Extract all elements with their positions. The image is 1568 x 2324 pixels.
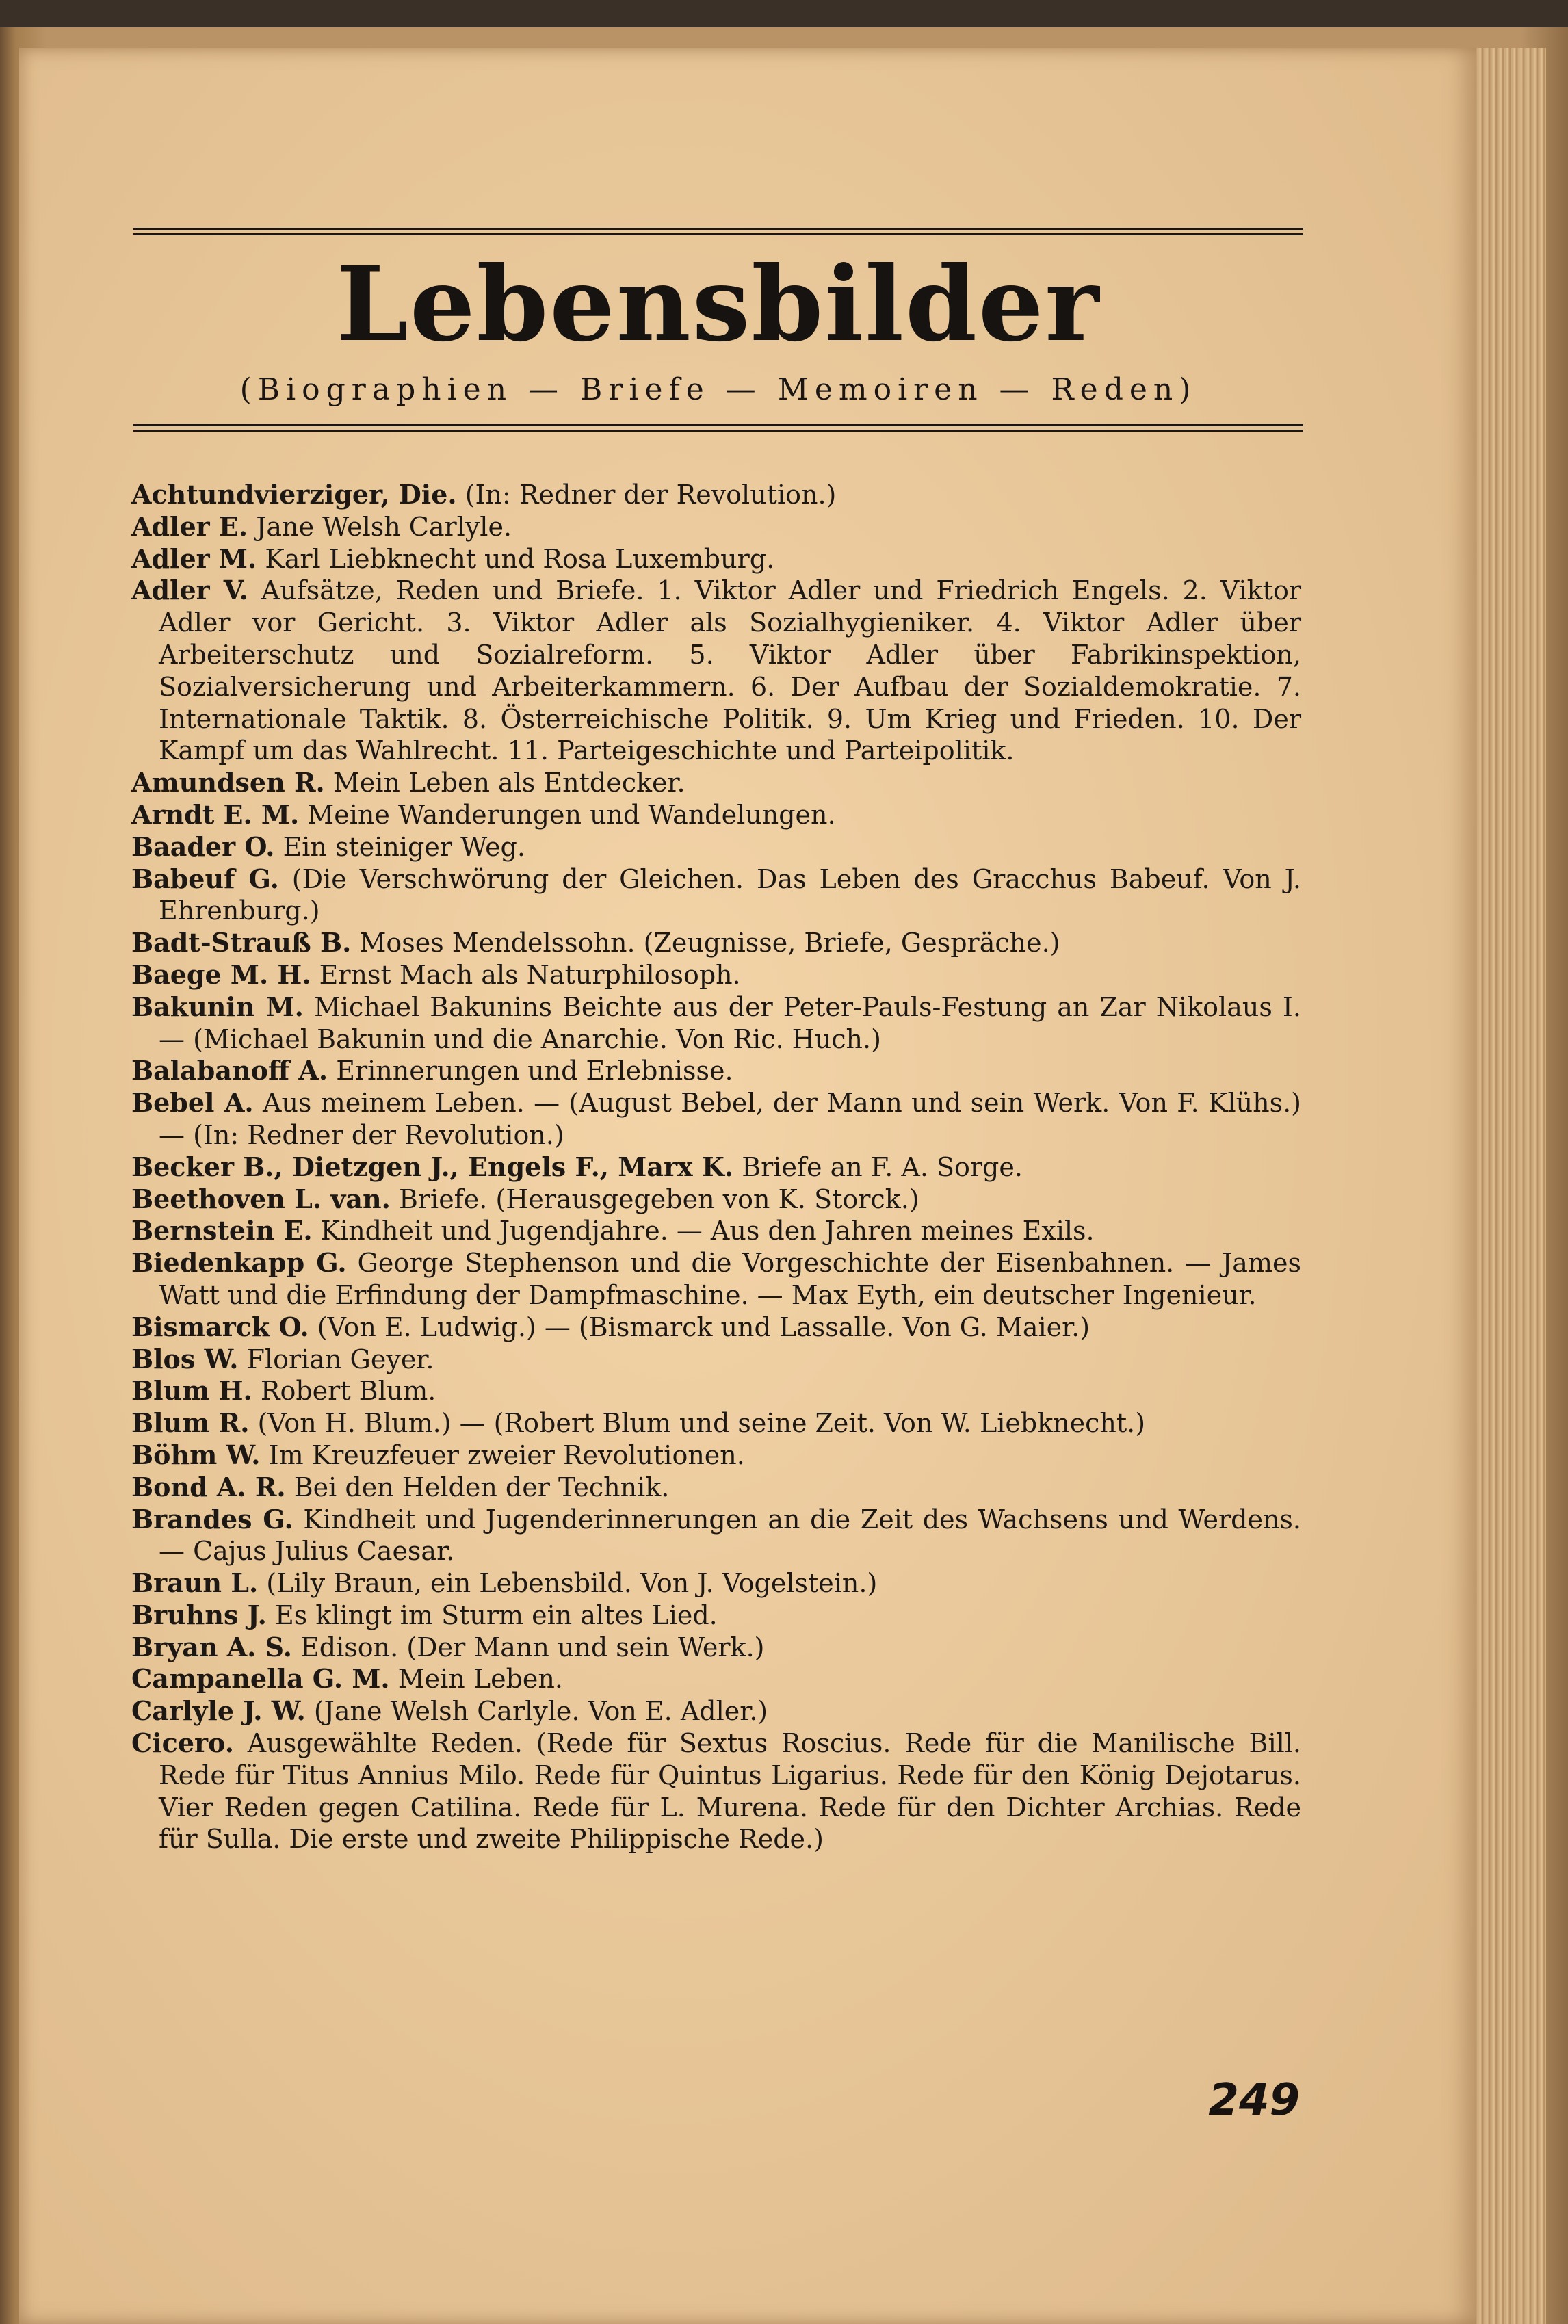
entry-text: Ausgewählte Reden. (Rede für Sextus Roscius. Rede für die Manilische Bill. Rede für Titus Annius Milo. Rede für Quintus Ligarius. Rede für den König Dejotarus. Vier Reden gegen Catilina. Rede für L. Murena. Rede für den Dichter Archias. Rede für Sulla. Die erste und zweite Philippische Rede.) xyxy=(159,1728,1301,1855)
entry-text: Aufsätze, Reden und Briefe. 1. Viktor Adler und Friedrich Engels. 2. Viktor Adler vor Gericht. 3. Viktor Adler als Sozialhygieniker. 4. Viktor Adler über Arbeiterschutz und Sozialreform. 5. Viktor Adler über Fabrikinspektion, Sozialversicherung und Arbeiterkammern. 6. Der Aufbau der Sozialdemokratie. 7. Internationale Taktik. 8. Österreichische Politik. 9. Um Krieg und Frieden. 10. Der Kampf um das Wahlrecht. 11. Parteigeschichte und Parteipolitik. xyxy=(159,575,1301,766)
entry-name: Braun L. xyxy=(131,1567,259,1599)
entry-name: Becker B., Dietzgen J., Engels F., Marx K. xyxy=(131,1151,734,1182)
entry-name: Blos W. xyxy=(131,1343,239,1374)
list-item xyxy=(131,863,1301,928)
page-stack-edge xyxy=(1471,48,1546,2324)
list-item xyxy=(131,1600,1301,1632)
list-item xyxy=(131,1247,1301,1311)
entry-text: Bei den Helden der Technik. xyxy=(293,1472,670,1502)
entry-name: Blum R. xyxy=(131,1407,250,1439)
entry-name: Bakunin M. xyxy=(131,991,304,1022)
list-item xyxy=(131,1567,1301,1600)
entry-text: Im Kreuzfeuer zweier Revolutionen. xyxy=(268,1439,745,1470)
list-item xyxy=(131,1504,1301,1568)
title-rule-top xyxy=(133,228,1303,235)
list-item xyxy=(131,1663,1301,1695)
entry-name: Achtundvierziger, Die. xyxy=(131,479,457,510)
entry-text: Kindheit und Jugendjahre. — Aus den Jahren meines Exils. xyxy=(320,1216,1095,1246)
entry-name: Cicero. xyxy=(131,1727,234,1759)
entry-text: Jane Welsh Carlyle. xyxy=(256,511,512,542)
list-item xyxy=(131,1695,1301,1727)
list-item xyxy=(131,1311,1301,1344)
page-number: 249 xyxy=(1208,2075,1300,2126)
list-item xyxy=(131,991,1301,1056)
entry-text: Ein steiniger Weg. xyxy=(283,831,525,862)
entry-text: Aus meinem Leben. — (August Bebel, der Mann und sein Werk. Von F. Klühs.) — (In: Redner der Revolution.) xyxy=(159,1088,1301,1150)
list-item xyxy=(131,511,1301,543)
entry-name: Carlyle J. W. xyxy=(131,1695,306,1727)
page-title: Lebensbilder xyxy=(336,244,1101,365)
list-item xyxy=(131,479,1301,511)
entry-name: Brandes G. xyxy=(131,1503,293,1535)
entry-text: Michael Bakunins Beichte aus der Peter-Pauls-Festung an Zar Nikolaus I. — (Michael Bakunin und die Anarchie. Von Ric. Huch.) xyxy=(159,991,1301,1054)
entry-text: Ernst Mach als Naturphilosoph. xyxy=(319,959,741,990)
entry-text: Edison. (Der Mann und sein Werk.) xyxy=(300,1632,765,1662)
list-item xyxy=(131,575,1301,767)
list-item xyxy=(131,927,1301,959)
title-rule-bottom xyxy=(133,424,1303,432)
entry-name: Balabanoff A. xyxy=(131,1055,328,1086)
entry-name: Bernstein E. xyxy=(131,1215,313,1246)
entry-name: Bruhns J. xyxy=(131,1599,267,1630)
list-item xyxy=(131,1472,1301,1504)
list-item xyxy=(131,1087,1301,1151)
entry-text: Karl Liebknecht und Rosa Luxemburg. xyxy=(265,543,775,574)
entry-text: Es klingt im Sturm ein altes Lied. xyxy=(275,1600,718,1630)
list-item xyxy=(131,1055,1301,1087)
list-item xyxy=(131,799,1301,831)
entry-text: Briefe. (Herausgegeben von K. Storck.) xyxy=(398,1184,919,1214)
entry-text: George Stephenson und die Vorgeschichte der Eisenbahnen. — James Watt und die Erfindung der Dampfmaschine. — Max Eyth, ein deutscher Ingenieur. xyxy=(159,1248,1301,1310)
entry-text: Mein Leben als Entdecker. xyxy=(332,768,685,798)
list-item xyxy=(131,1407,1301,1439)
entry-name: Adler M. xyxy=(131,543,257,574)
entry-name: Adler E. xyxy=(131,510,248,542)
entry-name: Beethoven L. van. xyxy=(131,1183,391,1214)
list-item xyxy=(131,1632,1301,1664)
entry-name: Baege M. H. xyxy=(131,958,311,990)
list-item xyxy=(131,543,1301,575)
entry-text: Mein Leben. xyxy=(397,1664,563,1695)
entry-text: Meine Wanderungen und Wandelungen. xyxy=(307,799,836,830)
list-item xyxy=(131,1151,1301,1184)
entry-name: Arndt E. M. xyxy=(131,798,300,830)
list-item xyxy=(131,1215,1301,1247)
list-item xyxy=(131,1439,1301,1472)
entry-text: Florian Geyer. xyxy=(246,1344,434,1374)
entry-text: (Lily Braun, ein Lebensbild. Von J. Vogelstein.) xyxy=(266,1568,878,1599)
list-item xyxy=(131,767,1301,799)
entry-name: Badt-Strauß B. xyxy=(131,927,352,958)
entry-text: Kindheit und Jugenderinnerungen an die Zeit des Wachsens und Werdens. — Cajus Julius Caesar. xyxy=(159,1504,1301,1567)
entry-name: Babeuf G. xyxy=(131,863,279,894)
entry-text: (Von E. Ludwig.) — (Bismarck und Lassalle. Von G. Maier.) xyxy=(317,1311,1090,1342)
entry-name: Campanella G. M. xyxy=(131,1663,390,1695)
entry-text: Briefe an F. A. Sorge. xyxy=(742,1151,1023,1182)
entry-name: Bismarck O. xyxy=(131,1311,309,1342)
list-item xyxy=(131,959,1301,991)
entry-text: (In: Redner der Revolution.) xyxy=(465,480,837,510)
list-item xyxy=(131,1375,1301,1407)
list-item xyxy=(131,1727,1301,1855)
list-item xyxy=(131,1344,1301,1376)
entry-text: (Von H. Blum.) — (Robert Blum und seine Zeit. Von W. Liebknecht.) xyxy=(257,1408,1146,1439)
entry-name: Amundsen R. xyxy=(131,767,325,798)
entry-name: Blum H. xyxy=(131,1375,252,1407)
list-item xyxy=(131,831,1301,863)
entry-name: Bond A. R. xyxy=(131,1471,286,1502)
entry-name: Bebel A. xyxy=(131,1087,254,1119)
entry-text: Erinnerungen und Erlebnisse. xyxy=(336,1056,733,1086)
entry-text: Robert Blum. xyxy=(260,1376,436,1407)
entry-name: Adler V. xyxy=(131,575,248,606)
entry-text: (Jane Welsh Carlyle. Von E. Adler.) xyxy=(313,1696,768,1727)
list-item xyxy=(131,1184,1301,1216)
entry-name: Biedenkapp G. xyxy=(131,1247,347,1279)
entry-list xyxy=(131,479,1301,1855)
entry-text: (Die Verschwörung der Gleichen. Das Leben des Gracchus Babeuf. Von J. Ehrenburg.) xyxy=(159,863,1301,926)
entry-name: Bryan A. S. xyxy=(131,1631,292,1662)
entry-name: Baader O. xyxy=(131,831,275,862)
entry-name: Böhm W. xyxy=(131,1439,261,1470)
entry-text: Moses Mendelssohn. (Zeugnisse, Briefe, Gespräche.) xyxy=(359,928,1060,958)
page-subtitle: (Biographien — Briefe — Memoiren — Reden) xyxy=(239,372,1197,407)
